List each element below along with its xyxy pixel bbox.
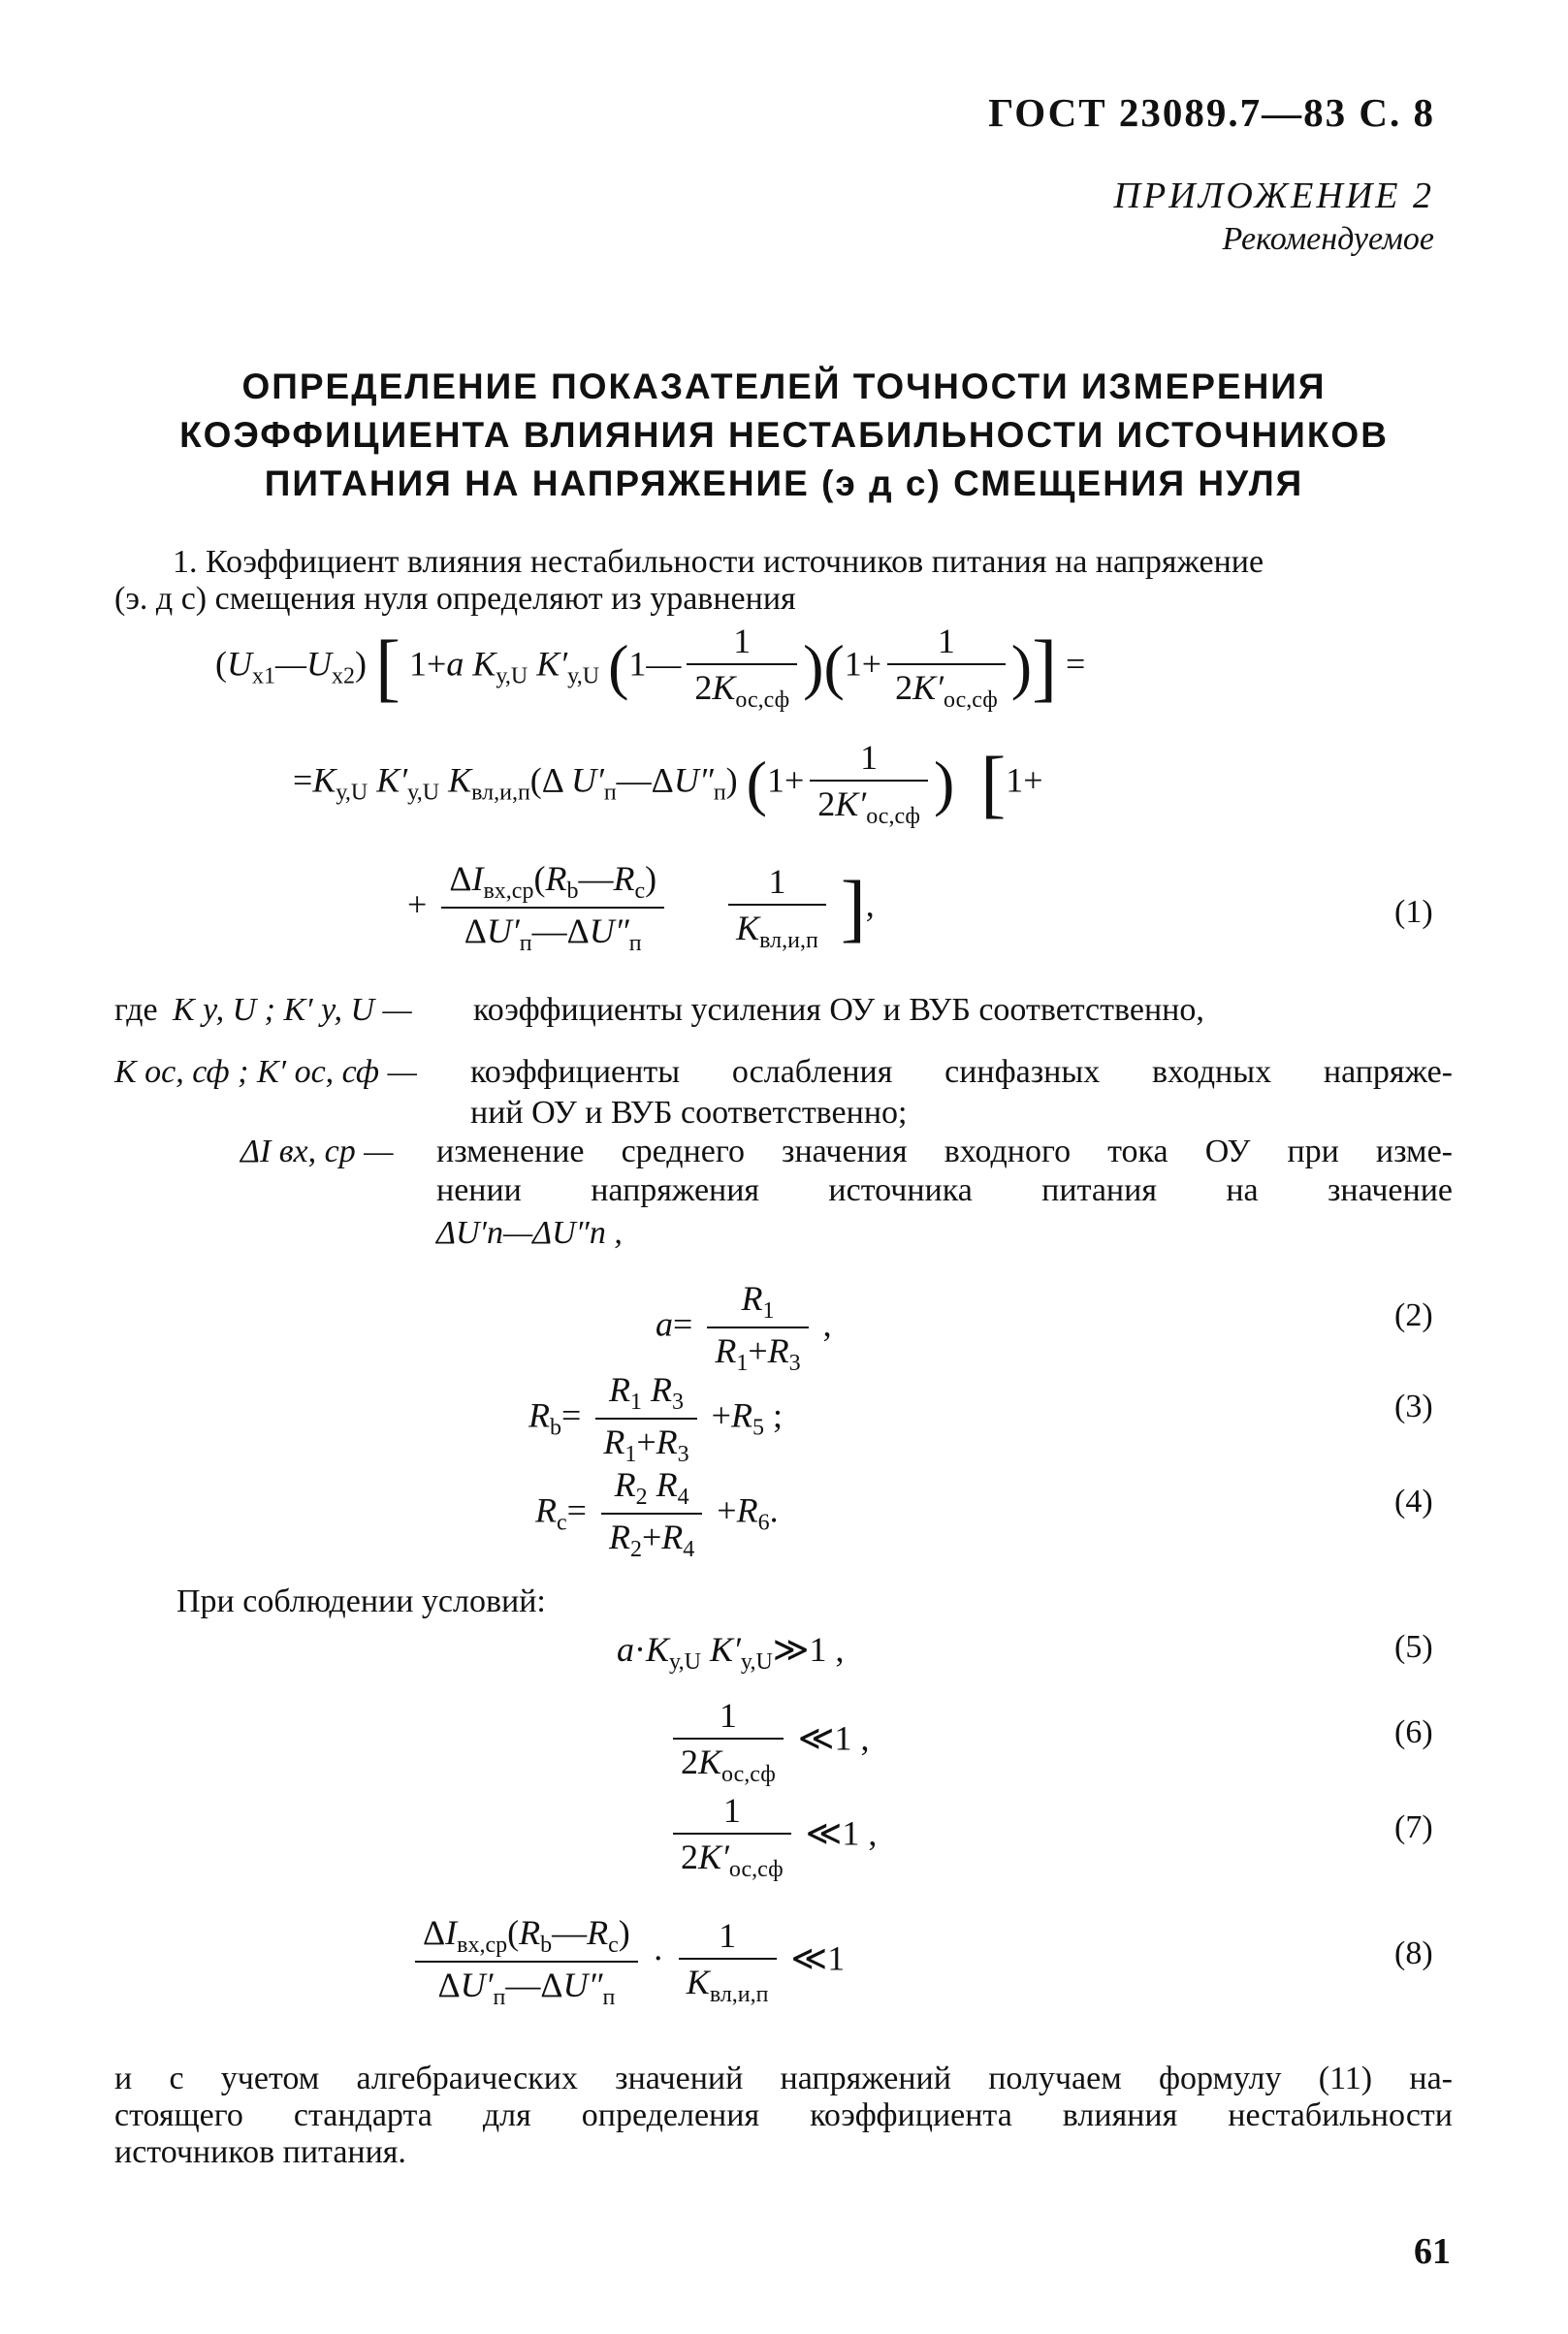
- title-line-2: КОЭФФИЦИЕНТА ВЛИЯНИЯ НЕСТАБИЛЬНОСТИ ИСТОЧНИКОВ: [179, 415, 1389, 455]
- definition-3-text-2: нении напряжения источника питания на значение: [436, 1172, 1453, 1208]
- gost-header: ГОСТ 23089.7—83 С. 8: [988, 90, 1435, 135]
- equation-4: $R_c=$ $\frac{R_2 R_4}{R_2+R_4}$ $+R_6$.: [535, 1465, 779, 1562]
- equation-1-line-1: $(U_{x1}—U_{x2})$ [ 1+a $K_{у,U}$ $K'_{у,U}$ (1— $\frac{1}{2K_{ос,сф}}$ )(1+ $\frac{1}{2K'_{ос,сф}}$ )] =: [215, 622, 1086, 713]
- page-title: [0, 363, 1568, 508]
- equation-6: $\frac{1}{2K_{ос,сф}}$ ≪1 ,: [667, 1695, 869, 1788]
- intro-line-2: (э. д с) смещения нуля определяют из уравнения: [114, 581, 796, 617]
- definition-3-term: ΔI вх, ср —: [240, 1134, 394, 1169]
- equation-number-3: (3): [1394, 1389, 1433, 1424]
- page-number: 61: [1414, 2231, 1451, 2272]
- intro-line-1: 1. Коэффициент влияния нестабильности источников питания на напряжение: [173, 544, 1264, 580]
- equation-number-4: (4): [1394, 1484, 1433, 1519]
- definition-1-text: коэффициенты усиления ОУ и ВУБ соответственно,: [473, 992, 1204, 1028]
- conditions-intro: При соблюдении условий:: [176, 1583, 546, 1619]
- title-line-3: ПИТАНИЯ НА НАПРЯЖЕНИЕ (э д с) СМЕЩЕНИЯ НУЛЯ: [264, 464, 1304, 503]
- conclusion-line-3: источников питания.: [114, 2134, 406, 2170]
- equation-2: a= $\frac{R_1}{R_1+R_3}$ ,: [656, 1279, 832, 1376]
- equation-8: $\frac{\Delta I_{вх,ср}(R_b—R_c)}{\Delta U'_п—\Delta U''_п}$ · $\frac{1}{K_{вл,и,п}}$ ≪1: [409, 1912, 845, 2011]
- conclusion-line-2: стоящего стандарта для определения коэффициента влияния нестабильности: [114, 2097, 1453, 2133]
- definition-3-text-3: ΔU′п—ΔU″п ,: [436, 1215, 623, 1251]
- equation-3: $R_b=$ $\frac{R_1 R_3}{R_1+R_3}$ $+R_5$ ;: [528, 1370, 783, 1467]
- equation-1-line-3: + $\frac{\Delta I_{вх,ср}(R_b—R_c)}{\Delta U'_п—\Delta U''_п}$ $\frac{1}{K_{вл,и,п}}$ ],: [407, 859, 875, 956]
- equation-number-6: (6): [1394, 1714, 1433, 1750]
- conclusion-line-1: и с учетом алгебраических значений напряжений получаем формулу (11) на-: [114, 2061, 1453, 2096]
- equation-number-7: (7): [1394, 1809, 1433, 1845]
- equation-1-line-2: $=K_{у,U}$ $K'_{у,U}$ $K_{вл,и,п}(\Delta$ $U'_п—\Delta U''_п$) (1+ $\frac{1}{2K'_{ос,сф}}$ ) [1+: [293, 738, 1043, 829]
- appendix-label: ПРИЛОЖЕНИЕ 2: [1113, 176, 1434, 216]
- definition-2-term: K ос, сф ; K′ ос, сф —: [114, 1054, 417, 1090]
- definition-3-text-1: изменение среднего значения входного тока ОУ при изме-: [436, 1134, 1453, 1169]
- equation-number-2: (2): [1394, 1297, 1433, 1333]
- equation-7: $\frac{1}{2K'_{ос,сф}}$ ≪1 ,: [667, 1790, 877, 1883]
- definitions-where: где: [114, 992, 158, 1028]
- appendix-status: Рекомендуемое: [1222, 221, 1434, 257]
- title-line-1: ОПРЕДЕЛЕНИЕ ПОКАЗАТЕЛЕЙ ТОЧНОСТИ ИЗМЕРЕНИЯ: [241, 367, 1327, 406]
- definition-2-text-2: ний ОУ и ВУБ соответственно;: [470, 1095, 908, 1131]
- equation-number-8: (8): [1394, 1935, 1433, 1971]
- equation-number-1: (1): [1394, 894, 1433, 930]
- definition-1-term: K у, U ; K′ у, U —: [173, 992, 412, 1028]
- definition-2-text-1: коэффициенты ослабления синфазных входных напряже-: [470, 1054, 1453, 1090]
- equation-number-5: (5): [1394, 1629, 1433, 1665]
- equation-5: $a\cdot K_{у,U}$ $K'_{у,U}≫1$ ,: [617, 1630, 845, 1675]
